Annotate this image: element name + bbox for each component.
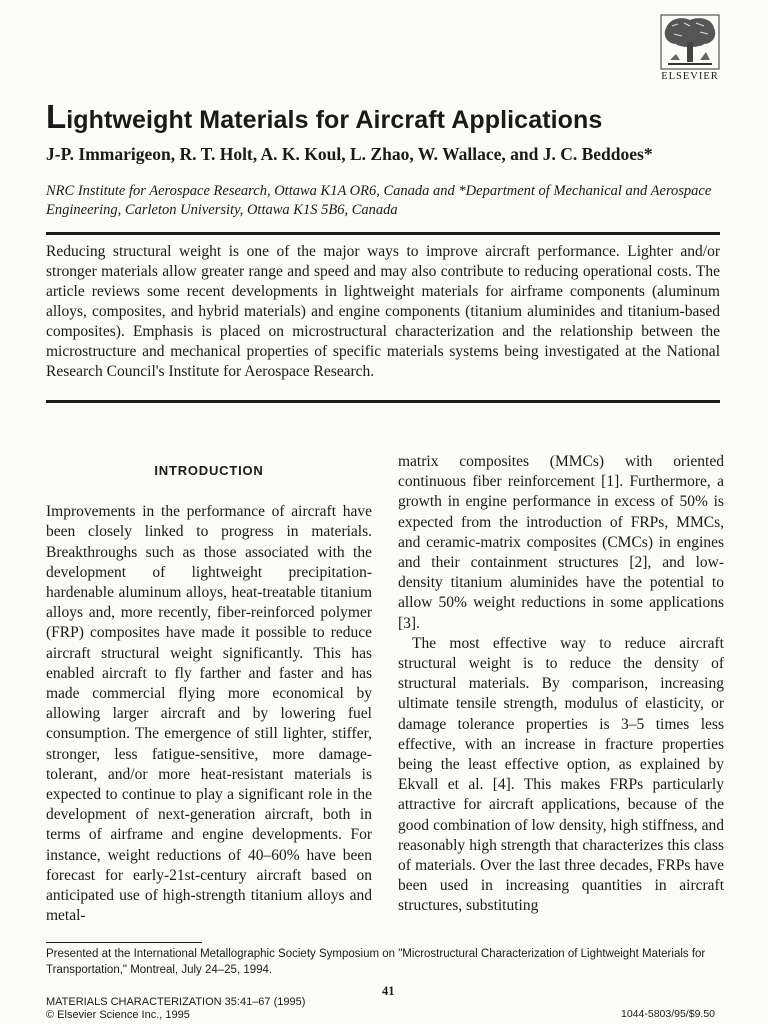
elsevier-tree-icon xyxy=(660,14,720,70)
abstract-top-rule xyxy=(46,232,720,235)
introduction-paragraph-2: The most effective way to reduce aircraft structural weight is to reduce the density of structural materials. By comparison, increasing ultimate tensile strength, modulus of elasticity, or damage tolerance properties is 3–5 times less effective, with an increase in fracture properties being the least effective option, as explained by Ekvall et al. [4]. This makes FRPs particularly attractive for aircraft applications, because of the good combination of low density, high stiffness, and reasonably high strength that characterizes this class of materials. Over the last three decades, FRPs have been used in increasing quantities in aircraft structures, substituting xyxy=(398,634,724,915)
journal-info xyxy=(46,996,305,1022)
abstract-bottom-rule xyxy=(46,400,720,403)
abstract: Reducing structural weight is one of the major ways to improve aircraft performance. Lighter and/or stronger materials allow greater range and speed and may also contribute to reducing operational costs. The article reviews some recent developments in lightweight materials for airframe components (aluminum alloys, composites, and hybrid materials) and engine components (titanium aluminides and titanium-based composites). Emphasis is placed on microstructural characterization and the relationship between the microstructure and mechanical properties of specific materials systems being investigated at the National Research Council's Institute for Aerospace Research. xyxy=(46,243,720,380)
left-column xyxy=(46,452,372,926)
footnote: Presented at the International Metallographic Society Symposium on "Microstructural Characterization of Lightweight Materials for Transportation," Montreal, July 24–25, 1994. xyxy=(46,948,706,976)
section-heading-introduction: INTRODUCTION xyxy=(154,463,264,478)
introduction-paragraph-1-continued: matrix composites (MMCs) with oriented continuous fiber reinforcement [1]. Furthermore, a growth in engine performance in excess of 50% is expected from the introduction of FRPs, MMCs, and ceramic-matrix composites (CMCs) in engines and their containment structures [2], and low-density titanium aluminides have the potential to allow 50% weight reductions in some applications [3]. xyxy=(398,453,724,632)
footnote-rule xyxy=(46,942,202,943)
elsevier-logo xyxy=(651,14,729,82)
copyright-notice: © Elsevier Science Inc., 1995 xyxy=(46,1009,190,1021)
publisher-name: ELSEVIER xyxy=(661,71,719,82)
affiliation: NRC Institute for Aerospace Research, Ottawa K1A OR6, Canada and *Department of Mechanical and Aerospace Engineering, Carleton University, Ottawa K1S 5B6, Canada xyxy=(46,183,712,218)
article-code: 1044-5803/95/$9.50 xyxy=(621,1008,716,1020)
article-title xyxy=(46,98,726,136)
introduction-paragraph-1: Improvements in the performance of aircraft have been closely linked to progress in materials. Breakthroughs such as those associated with the development of lightweight precipitation-hardenable aluminum alloys, heat-treatable titanium alloys and, more recently, fiber-reinforced polymer (FRP) composites have made it possible to reduce aircraft structural weight significantly. This has enabled aircraft to fly farther and faster and has made commercial flying more economical by allowing larger aircraft and by lowering fuel consumption. The emergence of still lighter, stiffer, stronger, less fatigue-sensitive, more damage-tolerant, and/or more heat-resistant materials is expected to continue to play a significant role in the development of next-generation aircraft, both in terms of airframe and engine developments. For instance, weight reductions of 40–60% have been forecast for early-21st-century aircraft based on anticipated use of high-strength titanium alloys and metal- xyxy=(46,503,372,925)
title-initial: L xyxy=(46,98,67,135)
page-number: 41 xyxy=(382,984,395,998)
right-column xyxy=(398,452,724,917)
journal-citation: MATERIALS CHARACTERIZATION 35:41–67 (1995) xyxy=(46,996,306,1008)
author-list: J-P. Immarigeon, R. T. Holt, A. K. Koul, L. Zhao, W. Wallace, and J. C. Beddoes* xyxy=(46,144,653,164)
title-text: ightweight Materials for Aircraft Applications xyxy=(66,106,603,134)
